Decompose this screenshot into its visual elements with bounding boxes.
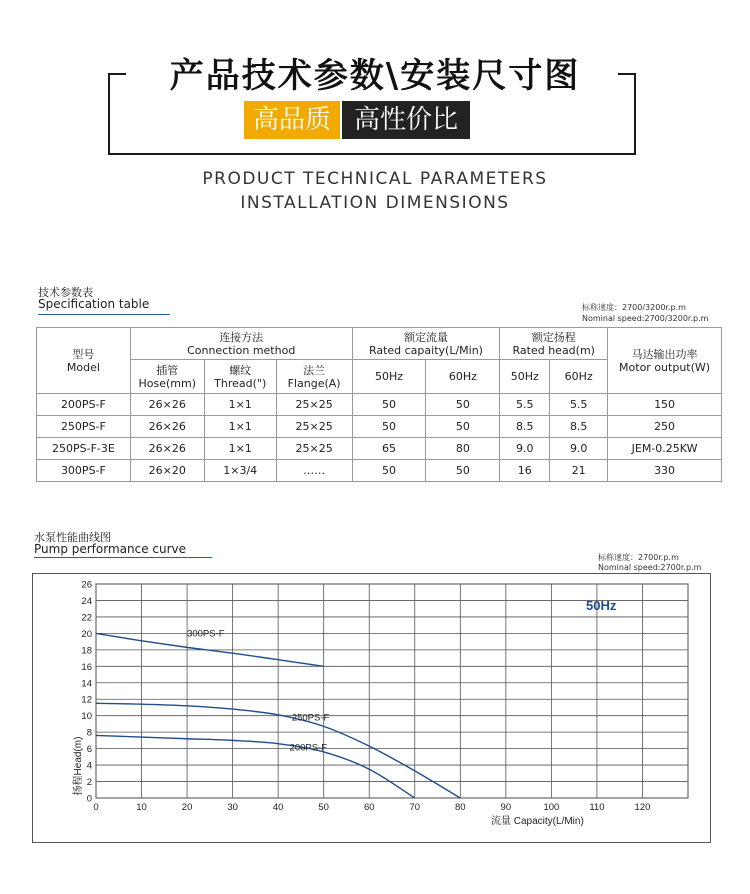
x-tick-label: 40 bbox=[272, 802, 284, 813]
cell: 26×26 bbox=[130, 416, 204, 438]
cell: JEM-0.25KW bbox=[608, 438, 722, 460]
th-hose-en: Hose(mm) bbox=[138, 376, 197, 390]
cell: 250PS-F bbox=[37, 416, 131, 438]
cell: 50 bbox=[352, 416, 426, 438]
cell: 50 bbox=[352, 394, 426, 416]
curve-underline bbox=[34, 557, 212, 558]
cell: 1×3/4 bbox=[204, 460, 276, 482]
english-title-line1: PRODUCT TECHNICAL PARAMETERS bbox=[202, 169, 548, 189]
y-tick-label: 8 bbox=[86, 727, 92, 739]
table-header-row-1 bbox=[37, 328, 722, 360]
th-capacity-en: Rated capaity(L/Min) bbox=[368, 343, 483, 357]
cell: 200PS-F bbox=[37, 394, 131, 416]
y-tick-label: 4 bbox=[86, 760, 92, 772]
th-thread-cn: 螺纹 bbox=[229, 363, 252, 377]
th-motor-cn: 马达输出功率 bbox=[631, 347, 698, 361]
cell: 9.0 bbox=[500, 438, 550, 460]
cell: 80 bbox=[426, 438, 500, 460]
curve-note-en: Nominal speed:2700r.p.m bbox=[598, 563, 702, 572]
cell: 25×25 bbox=[276, 438, 352, 460]
cell: 65 bbox=[352, 438, 426, 460]
spec-underline bbox=[38, 314, 170, 315]
cell: 26×26 bbox=[130, 438, 204, 460]
cell: 8.5 bbox=[500, 416, 550, 438]
cell: 250 bbox=[608, 416, 722, 438]
th-model-en: Model bbox=[66, 360, 100, 374]
y-tick-label: 6 bbox=[86, 744, 92, 756]
x-tick-label: 50 bbox=[318, 802, 329, 813]
cell: 26×20 bbox=[130, 460, 204, 482]
th-connection-en: Connection method bbox=[187, 343, 296, 357]
x-axis-label: 流量 Capacity(L/Min) bbox=[491, 816, 584, 827]
table-row bbox=[37, 394, 722, 416]
spec-note-cn: 标称速度：2700/3200r.p.m bbox=[582, 303, 686, 312]
y-tick-label: 10 bbox=[81, 711, 92, 723]
y-tick-label: 18 bbox=[81, 645, 92, 657]
y-tick-label: 14 bbox=[81, 678, 92, 690]
english-title-line2: INSTALLATION DIMENSIONS bbox=[240, 193, 510, 213]
th-flange-en: Flange(A) bbox=[287, 376, 341, 390]
th-flange-cn: 法兰 bbox=[303, 363, 326, 377]
table-row bbox=[37, 416, 722, 438]
cell: 1×1 bbox=[204, 394, 276, 416]
cell: 50 bbox=[426, 416, 500, 438]
series-label: 200PS-F bbox=[289, 742, 328, 754]
pump-curve-chart bbox=[32, 573, 711, 843]
spec-note-en: Nominal speed:2700/3200r.p.m bbox=[582, 314, 709, 323]
y-tick-label: 0 bbox=[86, 793, 92, 805]
th-flange bbox=[276, 360, 352, 394]
x-tick-label: 90 bbox=[500, 802, 512, 813]
x-tick-label: 0 bbox=[93, 802, 99, 813]
tagline-badges bbox=[244, 101, 470, 139]
cell: 250PS-F-3E bbox=[37, 438, 131, 460]
th-motor-en: Motor output(W) bbox=[619, 360, 711, 374]
y-tick-label: 24 bbox=[81, 595, 92, 607]
y-tick-label: 12 bbox=[81, 694, 92, 706]
th-hose-cn: 插管 bbox=[156, 363, 179, 377]
curve-note-cn: 标称速度：2700r.p.m bbox=[598, 553, 679, 562]
x-tick-label: 30 bbox=[227, 802, 238, 813]
curve-title-en: Pump performance curve bbox=[34, 542, 187, 556]
th-connection-cn: 连接方法 bbox=[219, 330, 264, 344]
cell: 50 bbox=[426, 460, 500, 482]
y-axis-label: 扬程Head(m) bbox=[73, 736, 84, 796]
cell: 25×25 bbox=[276, 416, 352, 438]
y-tick-label: 20 bbox=[81, 628, 92, 640]
frequency-label: 50Hz bbox=[586, 598, 617, 613]
y-tick-label: 26 bbox=[81, 579, 92, 591]
badge-value: 高性价比 bbox=[342, 101, 470, 139]
cell: 8.5 bbox=[550, 416, 608, 438]
th-capacity bbox=[352, 328, 500, 360]
cell: 25×25 bbox=[276, 394, 352, 416]
th-thread-en: Thread(") bbox=[214, 376, 267, 390]
th-connection bbox=[130, 328, 352, 360]
frame-bottom bbox=[108, 153, 636, 155]
th-head-60hz: 60Hz bbox=[550, 360, 608, 394]
cell: 50 bbox=[426, 394, 500, 416]
cell: 5.5 bbox=[550, 394, 608, 416]
spec-table bbox=[36, 327, 722, 482]
th-motor bbox=[608, 328, 722, 394]
x-tick-label: 20 bbox=[181, 802, 193, 813]
plot-area bbox=[96, 584, 688, 798]
spec-title-en: Specification table bbox=[38, 297, 150, 311]
table-row bbox=[37, 460, 722, 482]
x-tick-label: 60 bbox=[363, 802, 375, 813]
th-cap-50hz: 50Hz bbox=[352, 360, 426, 394]
cell: 330 bbox=[608, 460, 722, 482]
series-label: 250PS-F bbox=[291, 712, 330, 724]
th-model bbox=[37, 328, 131, 394]
cell: 16 bbox=[500, 460, 550, 482]
cell: 26×26 bbox=[130, 394, 204, 416]
cell: 1×1 bbox=[204, 416, 276, 438]
page-title: 产品技术参数\安装尺寸图 bbox=[169, 56, 581, 96]
th-head-en: Rated head(m) bbox=[512, 343, 595, 357]
th-head bbox=[500, 328, 608, 360]
cell: 50 bbox=[352, 460, 426, 482]
cell: 1×1 bbox=[204, 438, 276, 460]
th-head-cn: 额定扬程 bbox=[531, 330, 576, 344]
cell: 300PS-F bbox=[37, 460, 131, 482]
x-tick-label: 110 bbox=[589, 802, 605, 813]
x-tick-label: 10 bbox=[136, 802, 147, 813]
th-model-cn: 型号 bbox=[72, 347, 95, 361]
th-hose bbox=[130, 360, 204, 394]
series-label: 300PS-F bbox=[187, 628, 225, 640]
cell: 9.0 bbox=[550, 438, 608, 460]
x-tick-label: 70 bbox=[409, 802, 421, 813]
x-tick-label: 100 bbox=[543, 802, 560, 813]
x-tick-label: 80 bbox=[455, 802, 466, 813]
th-cap-60hz: 60Hz bbox=[426, 360, 500, 394]
table-row bbox=[37, 438, 722, 460]
cell: 150 bbox=[608, 394, 722, 416]
th-thread bbox=[204, 360, 276, 394]
x-tick-label: 120 bbox=[634, 802, 651, 813]
th-head-50hz: 50Hz bbox=[500, 360, 550, 394]
badge-quality: 高品质 bbox=[244, 101, 340, 139]
cell: 21 bbox=[550, 460, 608, 482]
curve-title-cn: 水泵性能曲线图 bbox=[34, 531, 111, 544]
y-tick-label: 22 bbox=[81, 612, 92, 624]
cell: …… bbox=[276, 460, 352, 482]
cell: 5.5 bbox=[500, 394, 550, 416]
th-capacity-cn: 额定流量 bbox=[403, 330, 448, 344]
y-tick-label: 16 bbox=[81, 661, 92, 673]
y-tick-label: 2 bbox=[86, 777, 92, 789]
spec-title-cn: 技术参数表 bbox=[38, 286, 93, 299]
